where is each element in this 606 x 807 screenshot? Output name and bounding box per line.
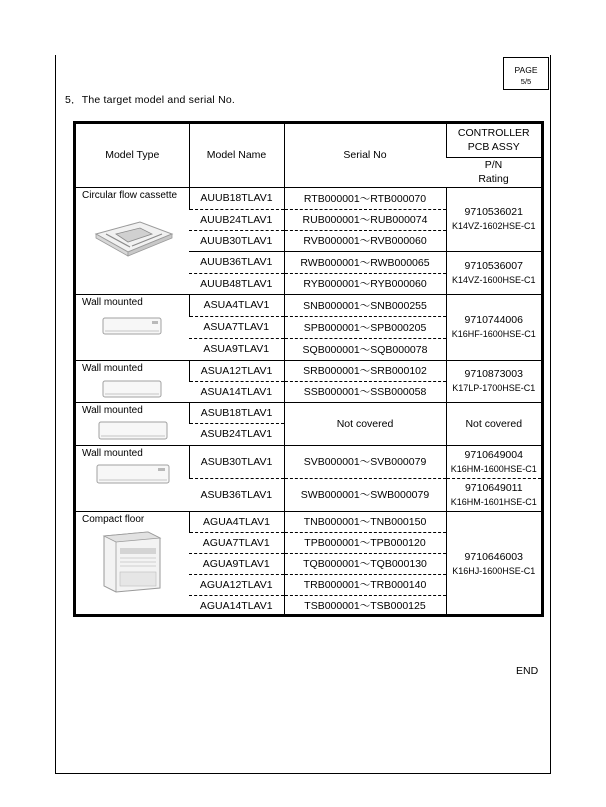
serial-range-cell: RTB000001～RTB000070 — [284, 187, 446, 209]
serial-range-cell: SWB000001～SWB000079 — [284, 478, 446, 511]
model-serial-table — [73, 121, 544, 617]
page-number-box — [503, 57, 549, 90]
controller-cell — [446, 187, 541, 251]
serial-range-cell: SNB000001～SNB000255 — [284, 294, 446, 316]
controller-cell — [446, 478, 541, 511]
page-number: 5/5 — [520, 77, 532, 86]
header-controller-line2: PCB ASSY — [467, 141, 520, 154]
serial-not-covered-cell: Not covered — [284, 402, 446, 445]
header-controller-line1: CONTROLLER — [457, 127, 530, 140]
controller-rating: K17LP-1700HSE-C1 — [452, 383, 536, 393]
controller-pn: 9710646003 — [464, 550, 523, 563]
controller-cell — [446, 294, 541, 360]
header-controller — [446, 124, 541, 157]
controller-pn: 9710649004 — [464, 448, 523, 461]
header-pn: P/N — [484, 159, 503, 171]
controller-rating: K16HM-1600HSE-C1 — [450, 463, 537, 474]
cassette-unit-image — [90, 220, 176, 260]
model-type-label: Compact floor — [82, 513, 145, 525]
floor-unit-image — [100, 530, 164, 594]
model-type-label: Wall mounted — [82, 362, 143, 374]
controller-cell — [446, 251, 541, 294]
model-type-cell — [76, 511, 189, 616]
serial-range-cell: SSB000001～SSB000058 — [284, 381, 446, 402]
model-name-cell: AUUB30TLAV1 — [189, 230, 284, 251]
controller-pn: 9710649011 — [464, 481, 523, 494]
controller-pn: 9710744006 — [464, 314, 523, 326]
header-model-name: Model Name — [189, 124, 284, 187]
model-name-cell: AUUB18TLAV1 — [189, 187, 284, 209]
model-name-cell: AGUA12TLAV1 — [189, 574, 284, 595]
model-type-cell — [76, 445, 189, 511]
controller-cell — [446, 511, 541, 616]
model-type-label: Circular flow cassette — [82, 189, 178, 201]
controller-rating: K16HJ-1600HSE-C1 — [452, 565, 536, 576]
model-name-cell: AUUB48TLAV1 — [189, 273, 284, 294]
model-name-cell: ASUB30TLAV1 — [189, 445, 284, 478]
header-pn-rating — [446, 157, 541, 187]
serial-range-cell: SVB000001～SVB000079 — [284, 445, 446, 478]
model-name-cell: ASUA7TLAV1 — [189, 316, 284, 338]
page-label: PAGE — [514, 65, 538, 75]
serial-range-cell: RVB000001～RVB000060 — [284, 230, 446, 251]
controller-rating: K16HM-1601HSE-C1 — [450, 496, 537, 507]
model-name-cell: ASUA12TLAV1 — [189, 360, 284, 381]
wall-unit-image — [96, 462, 172, 488]
model-type-label: Wall mounted — [82, 404, 143, 416]
model-name-cell: AGUA14TLAV1 — [189, 595, 284, 616]
serial-range-cell: SPB000001～SPB000205 — [284, 316, 446, 338]
controller-not-covered-cell: Not covered — [446, 402, 541, 445]
controller-pn: 9710873003 — [464, 368, 523, 380]
model-type-label: Wall mounted — [82, 447, 143, 459]
wall-unit-image — [102, 378, 164, 402]
header-serial-no: Serial No — [284, 124, 446, 187]
model-name-cell: ASUB18TLAV1 — [189, 402, 284, 423]
serial-range-cell: RYB000001～RYB000060 — [284, 273, 446, 294]
controller-cell — [446, 360, 541, 402]
serial-range-cell: RUB000001～RUB000074 — [284, 209, 446, 230]
wall-unit-image — [98, 419, 170, 443]
end-marker: END — [516, 665, 539, 677]
model-type-label: Wall mounted — [82, 296, 143, 308]
serial-range-cell: TRB000001～TRB000140 — [284, 574, 446, 595]
serial-range-cell: TPB000001～TPB000120 — [284, 532, 446, 553]
serial-range-cell: SRB000001～SRB000102 — [284, 360, 446, 381]
serial-range-cell: TQB000001～TQB000130 — [284, 553, 446, 574]
model-type-cell — [76, 294, 189, 360]
model-type-cell — [76, 402, 189, 445]
header-rating: Rating — [478, 173, 509, 185]
controller-rating: K16HF-1600HSE-C1 — [451, 329, 536, 339]
controller-pn: 9710536007 — [464, 259, 523, 272]
model-name-cell: AGUA7TLAV1 — [189, 532, 284, 553]
controller-rating: K14VZ-1600HSE-C1 — [451, 274, 536, 285]
serial-range-cell: TSB000001～TSB000125 — [284, 595, 446, 616]
model-name-cell: AGUA9TLAV1 — [189, 553, 284, 574]
serial-range-cell: SQB000001～SQB000078 — [284, 338, 446, 360]
header-model-type: Model Type — [105, 149, 160, 162]
model-name-cell: ASUA14TLAV1 — [189, 381, 284, 402]
model-name-cell: ASUA9TLAV1 — [189, 338, 284, 360]
controller-pn: 9710536021 — [464, 206, 523, 218]
controller-cell — [446, 445, 541, 478]
section-heading: 5．The target model and serial No. — [65, 94, 236, 106]
serial-range-cell: RWB000001～RWB000065 — [284, 251, 446, 273]
model-name-cell: AGUA4TLAV1 — [189, 511, 284, 532]
model-name-cell: ASUB36TLAV1 — [189, 478, 284, 511]
wall-unit-image — [102, 315, 164, 339]
model-name-cell: AUUB24TLAV1 — [189, 209, 284, 230]
model-type-cell — [76, 187, 189, 294]
model-type-cell — [76, 360, 189, 402]
model-name-cell: ASUA4TLAV1 — [189, 294, 284, 316]
model-name-cell: ASUB24TLAV1 — [189, 423, 284, 445]
controller-rating: K14VZ-1602HSE-C1 — [451, 221, 536, 231]
model-name-cell: AUUB36TLAV1 — [189, 251, 284, 273]
serial-range-cell: TNB000001～TNB000150 — [284, 511, 446, 532]
